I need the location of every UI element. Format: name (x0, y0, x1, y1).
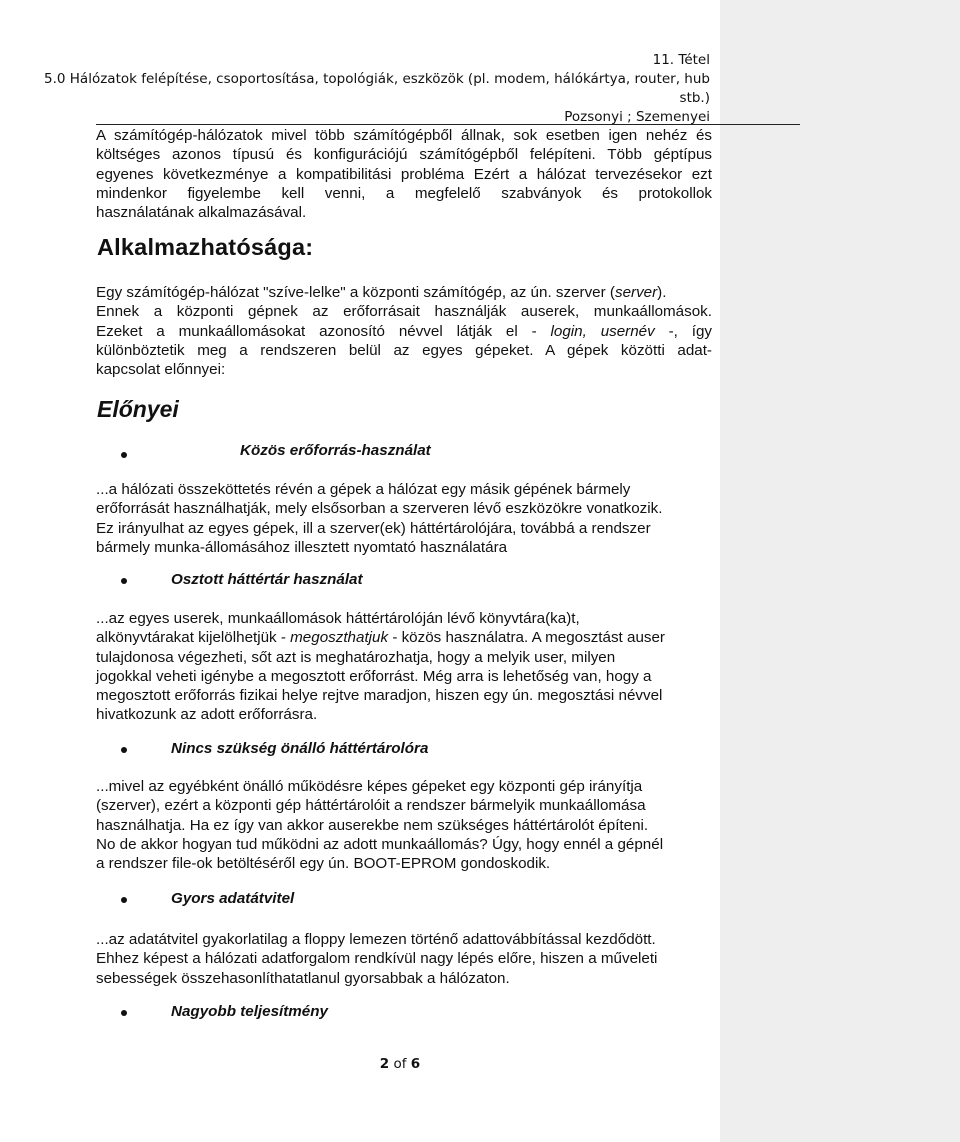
advantage-line: erőforrását használhatják, mely elsősorban a szerveren lévő eszközökre vonatkozik. (96, 500, 663, 518)
page-current: 2 (379, 1056, 390, 1072)
intro-paragraph (96, 126, 712, 222)
applicability-line: különböztetik meg a rendszeren belül az egyes gépeket. A gépek közötti adat- (96, 341, 712, 359)
section-heading-advantages: Előnyei (97, 396, 179, 422)
advantage-line: a rendszer file-ok betöltéséről egy ún. BOOT-EPROM gondoskodik. (96, 855, 551, 873)
intro-line: költséges azonos típusú és konfigurációjú számítógépből felépíteni. Több géptípus (96, 146, 712, 164)
page-of: of (393, 1056, 407, 1072)
applicability-line: Egy számítógép-hálózat "szíve-lelke" a központi számítógép, az ún. szerver (server). (96, 284, 667, 301)
advantage-line: (szerver), ezért a központi gép háttértárolóit a rendszer bármelyik munkaállomása (96, 797, 646, 815)
bullet-icon (121, 1010, 127, 1016)
advantage-line: No de akkor hogyan tud működni az adott munkaállomás? Úgy, hogy ennél a gépnél (96, 835, 664, 853)
advantage-line: bármely munka-állomásához illesztett nyomtató használatára (96, 538, 508, 556)
header-title: 11. Tétel (652, 52, 710, 68)
advantage-line: ...az egyes userek, munkaállomások háttértárolóján lévő könyvtára(ka)t, (96, 610, 580, 627)
header-authors: Pozsonyi ; Szemenyei (564, 109, 710, 125)
advantage-line: Ehhez képest a hálózati adatforgalom rendkívül nagy lépés előre, hiszen a műveleti (96, 950, 658, 968)
advantage-title: Gyors adatátvitel (171, 890, 295, 907)
applicability-line: Ezeket a munkaállomásokat azonosító névvel látják el - login, usernév -, így (96, 322, 713, 340)
bullet-icon (121, 452, 127, 458)
applicability-paragraph (96, 283, 712, 379)
intro-line: egyenes következménye a kompatibilitási probléma Ezért a hálózat tervezésekor ezt (96, 165, 712, 183)
advantage-paragraph (96, 777, 712, 873)
page-number (0, 1056, 800, 1072)
advantage-paragraph (96, 930, 712, 988)
applicability-line: Ennek a központi gépnek az erőforrásait használják auserek, munkaállomások. (96, 303, 712, 321)
advantage-title: Közös erőforrás-használat (240, 442, 431, 459)
intro-line: használatának alkalmazásával. (96, 204, 307, 222)
intro-line: mindenkor figyelembe kell venni, a megfelelő szabványok és protokollok (96, 184, 712, 202)
advantage-line: sebességek összehasonlíthatatlanul gyorsabbak a hálózaton. (96, 969, 510, 987)
applicability-line: kapcsolat előnnyei: (96, 361, 226, 379)
advantage-line: ...az adatátvitel gyakorlatilag a floppy lemezen történő adattovábbítással kezdődött. (96, 931, 656, 948)
advantage-line: ...a hálózati összeköttetés révén a gépek a hálózat egy másik gépének bármely (96, 481, 631, 498)
advantage-line: jogokkal veheti igénybe a megosztott erőforrást. Még arra is lehetőség van, hogy a (96, 667, 652, 685)
header-topic: 5.0 Hálózatok felépítése, csoportosítása, topológiák, eszközök (pl. modem, hálókártya, router, hub (44, 71, 710, 87)
advantage-paragraph (96, 609, 712, 725)
advantage-line: Ez irányulhat az egyes gépek, ill a szerver(ek) háttértárolójára, továbbá a rendszer (96, 519, 651, 537)
advantage-paragraph (96, 480, 712, 557)
advantage-line: tulajdonosa végezheti, sőt azt is meghatározhatja, hogy a melyik user, milyen (96, 648, 616, 666)
advantage-title: Nincs szükség önálló háttértárolóra (171, 740, 429, 757)
advantage-line: használhatja. Ha ez így van akkor auserekbe nem szükséges háttértárolót építeni. (96, 816, 649, 834)
bullet-icon (121, 578, 127, 584)
header-divider (96, 124, 800, 125)
advantage-line: alkönyvtárakat kijelölhetjük - megoszthatjuk - közös használatra. A megosztást auser (96, 629, 665, 647)
advantage-line: megosztott erőforrás fizikai helye rejtve maradjon, hiszen egy ún. megosztási névvel (96, 687, 663, 705)
advantage-title: Nagyobb teljesítmény (171, 1003, 328, 1020)
bullet-icon (121, 897, 127, 903)
advantage-line: ...mivel az egyébként önálló működésre képes gépeket egy központi gép irányítja (96, 778, 643, 795)
page-total: 6 (410, 1056, 421, 1072)
header-topic-continued: stb.) (679, 90, 710, 106)
advantage-title: Osztott háttértár használat (171, 571, 363, 588)
intro-line: A számítógép-hálózatok mivel több számítógépből állnak, sok esetben igen nehéz és (96, 127, 712, 144)
section-heading-applicability: Alkalmazhatósága: (97, 234, 314, 260)
comment-pane (720, 0, 960, 1142)
advantage-line: hivatkozunk az adott erőforrásra. (96, 706, 318, 724)
bullet-icon (121, 747, 127, 753)
